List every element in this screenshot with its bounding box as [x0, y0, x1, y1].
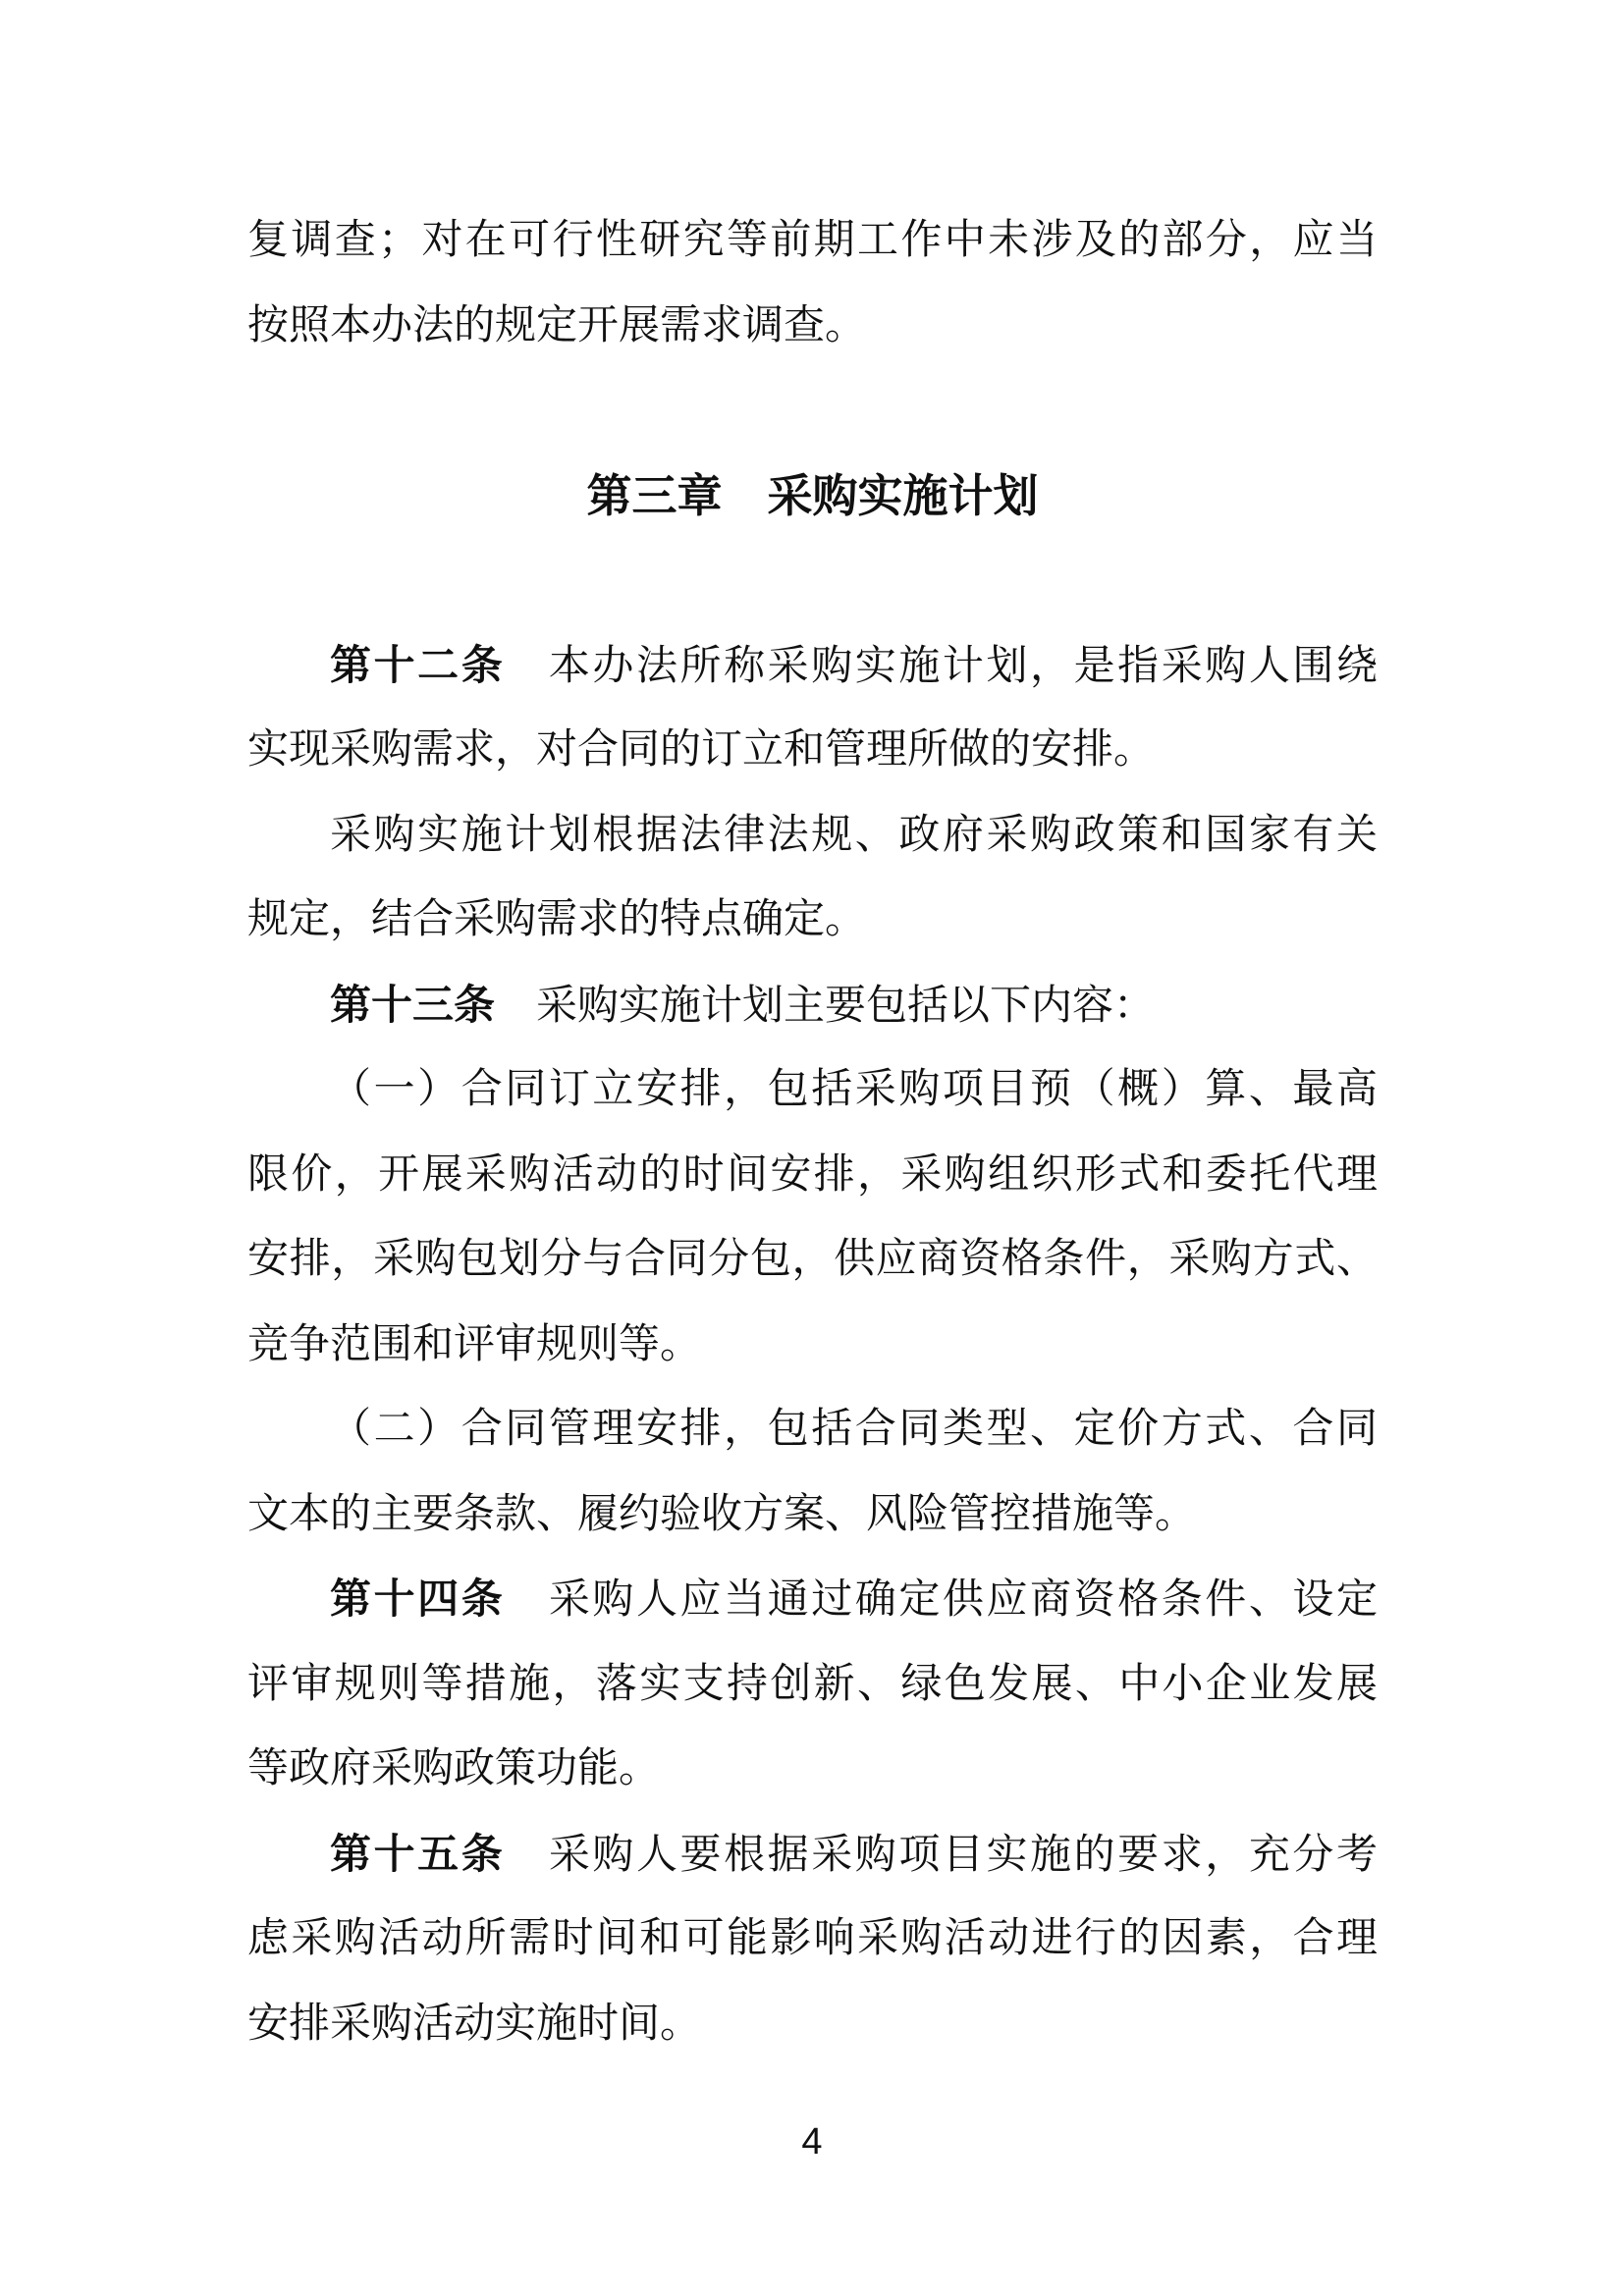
text-line — [247, 963, 1378, 1048]
text-run: 采购实施计划主要包括以下内容： — [495, 983, 1156, 1029]
text-run: （一）合同订立安排，包括采购项目预（概）算、最高 — [330, 1067, 1378, 1112]
text-line — [247, 623, 1378, 709]
text-run: 采购人应当通过确定供应商资格条件、设定 — [505, 1577, 1378, 1623]
text-line — [247, 1727, 1378, 1812]
page-number: 4 — [801, 2121, 823, 2163]
bold-text-run: 第三章 采购实施计划 — [586, 469, 1039, 521]
text-line — [247, 284, 1378, 369]
blank-line — [247, 538, 1378, 623]
text-run: 按照本办法的规定开展需求调查。 — [247, 302, 867, 348]
chapter-heading — [247, 454, 1378, 539]
text-run: 等政府采购政策功能。 — [247, 1746, 661, 1791]
text-line — [247, 878, 1378, 963]
bold-text-run: 第十五条 — [330, 1830, 506, 1877]
text-line — [247, 1642, 1378, 1728]
text-line — [247, 1812, 1378, 1897]
bold-text-run: 第十二条 — [330, 641, 506, 688]
text-line — [247, 1472, 1378, 1558]
text-line — [247, 1896, 1378, 1982]
text-run: 虑采购活动所需时间和可能影响采购活动进行的因素，合理 — [247, 1916, 1378, 1961]
text-run: （二）合同管理安排，包括合同类型、定价方式、合同 — [330, 1407, 1378, 1452]
text-run: 实现采购需求，对合同的订立和管理所做的安排。 — [247, 727, 1156, 773]
text-line — [247, 1387, 1378, 1472]
text-run: 竞争范围和评审规则等。 — [247, 1321, 702, 1367]
bold-text-run: 第十三条 — [330, 981, 496, 1028]
blank-line — [247, 368, 1378, 454]
text-run: 复调查；对在可行性研究等前期工作中未涉及的部分，应当 — [247, 218, 1378, 263]
text-run: 评审规则等措施，落实支持创新、绿色发展、中小企业发展 — [247, 1661, 1378, 1707]
text-line — [247, 1217, 1378, 1303]
text-line — [247, 198, 1378, 284]
text-line — [247, 1133, 1378, 1218]
text-run: 本办法所称采购实施计划，是指采购人围绕 — [505, 643, 1378, 689]
text-line — [247, 793, 1378, 879]
text-run: 限价，开展采购活动的时间安排，采购组织形式和委托代理 — [247, 1151, 1378, 1198]
bold-text-run: 第十四条 — [330, 1575, 506, 1622]
text-run: 采购实施计划根据法律法规、政府采购政策和国家有关 — [330, 812, 1378, 858]
text-line — [247, 708, 1378, 793]
document-body — [247, 198, 1378, 2066]
text-line — [247, 1047, 1378, 1133]
text-line — [247, 1982, 1378, 2067]
text-run: 安排，采购包划分与合同分包，供应商资格条件，采购方式、 — [247, 1237, 1378, 1282]
text-run: 文本的主要条款、履约验收方案、风险管控措施等。 — [247, 1491, 1197, 1537]
text-run: 采购人要根据采购项目实施的要求，充分考 — [505, 1832, 1378, 1878]
text-run: 规定，结合采购需求的特点确定。 — [247, 897, 867, 942]
text-line — [247, 1557, 1378, 1642]
text-run: 安排采购活动实施时间。 — [247, 2001, 702, 2047]
text-line — [247, 1303, 1378, 1388]
